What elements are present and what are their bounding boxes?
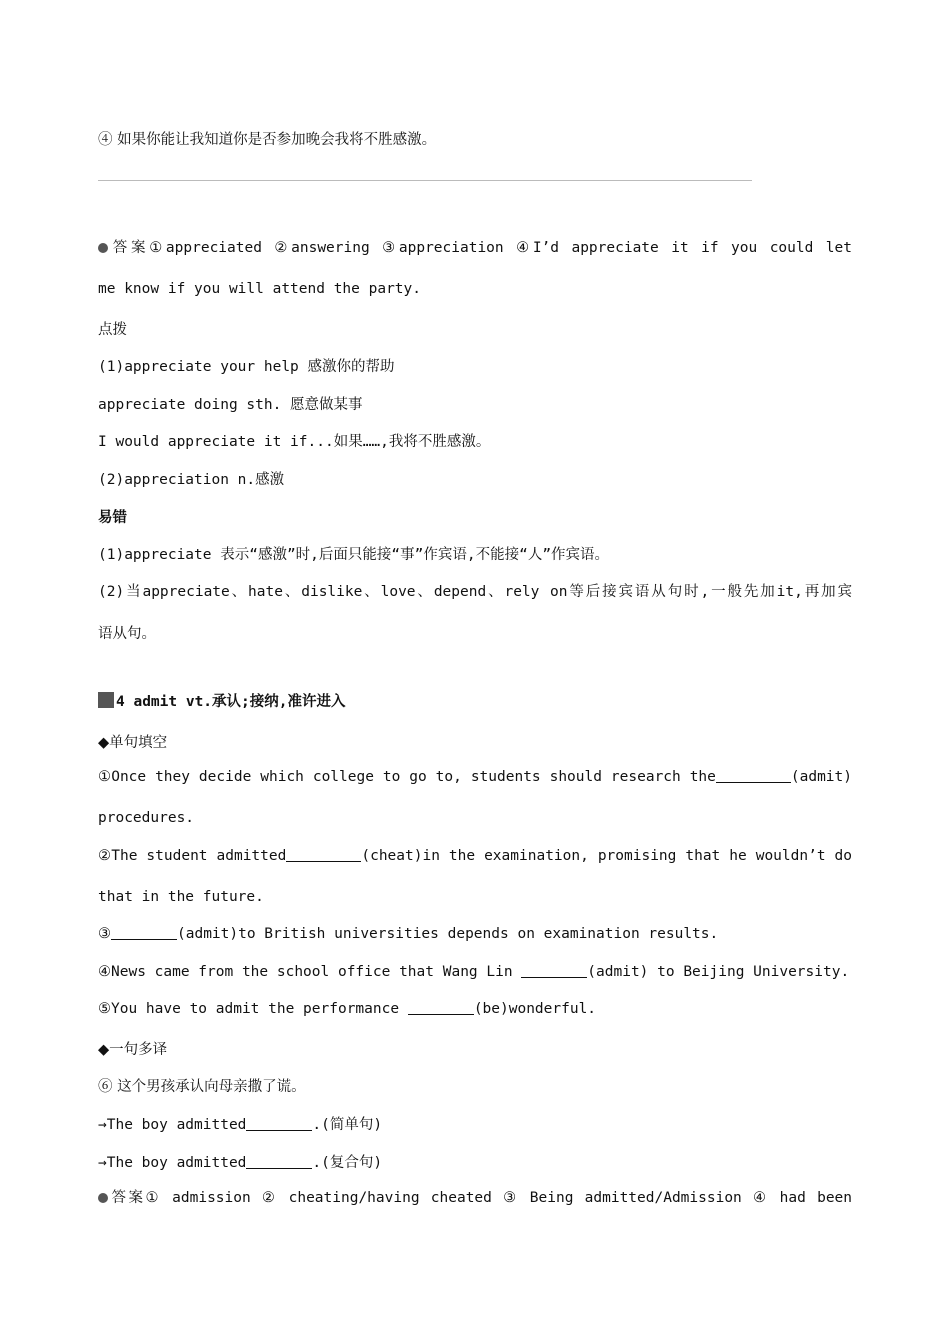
section-square-icon [98, 692, 114, 708]
answer-label: 答案 [109, 240, 150, 256]
question-3: ③ (admit)to British universities depends on examination results. [98, 926, 719, 942]
answer-text-line2: me know if you will attend the party. [98, 281, 422, 297]
question-2: ②The student admitted (cheat)in the examination, promising that he wouldn’t do [98, 848, 852, 864]
tip-line: I would appreciate it if...如果……,我将不胜感激。 [98, 434, 491, 450]
answer-line [98, 180, 752, 181]
answer-block-1 [98, 236, 852, 257]
answer-text-line1: ① admission ② cheating/having cheated ③ Being admitted/Admission ④ had been [145, 1190, 853, 1206]
question-1-cont: procedures. [98, 810, 195, 826]
answer-bullet-icon [98, 1193, 108, 1203]
tips-heading: 点拨 [98, 322, 127, 338]
tip-line: (1)appreciate your help 感激你的帮助 [98, 359, 395, 375]
answer-blank[interactable] [408, 1001, 474, 1015]
question-5: ⑤You have to admit the performance (be)wonderful. [98, 1001, 597, 1017]
question-6: ⑥ 这个男孩承认向母亲撒了谎。 [98, 1079, 306, 1095]
question-item-4: ④ 如果你能让我知道你是否参加晚会我将不胜感激。 [98, 132, 437, 148]
answer-blank[interactable] [246, 1155, 312, 1169]
pitfall-line: (1)appreciate 表示“感激”时,后面只能接“事”作宾语,不能接“人”作宾语。 [98, 547, 610, 563]
answer-bullet-icon [98, 243, 108, 253]
answer-blank[interactable] [286, 848, 361, 862]
answer-blank[interactable] [716, 769, 791, 783]
tip-line: appreciate doing sth. 愿意做某事 [98, 397, 363, 413]
question-4: ④News came from the school office that Wang Lin (admit) to Beijing University. [98, 964, 850, 980]
answer-label: 答案 [109, 1190, 146, 1206]
answer-blank[interactable] [111, 926, 177, 940]
translation-heading: ◆一句多译 [98, 1042, 168, 1058]
tip-line: (2)appreciation n.感激 [98, 472, 285, 488]
question-1: ①Once they decide which college to go to, students should research the (admit) [98, 769, 852, 785]
answer-blank[interactable] [521, 964, 587, 978]
answer-blank[interactable] [246, 1117, 312, 1131]
pitfalls-heading: 易错 [98, 509, 127, 526]
translation-1: →The boy admitted .(简单句) [98, 1117, 383, 1133]
pitfall-line: (2)当appreciate、hate、dislike、love、depend、rely on等后接宾语从句时,一般先加it,再加宾 [98, 584, 852, 600]
answer-block-2 [98, 1186, 852, 1207]
translation-2: →The boy admitted .(复合句) [98, 1155, 383, 1171]
section-title: 4 admit vt.承认;接纳,准许进入 [98, 690, 346, 711]
pitfall-line: 语从句。 [98, 626, 156, 642]
fill-heading: ◆单句填空 [98, 735, 168, 751]
answer-text-line1: ①appreciated ②answering ③appreciation ④I’d appreciate it if you could let [149, 240, 852, 256]
question-2-cont: that in the future. [98, 889, 264, 905]
